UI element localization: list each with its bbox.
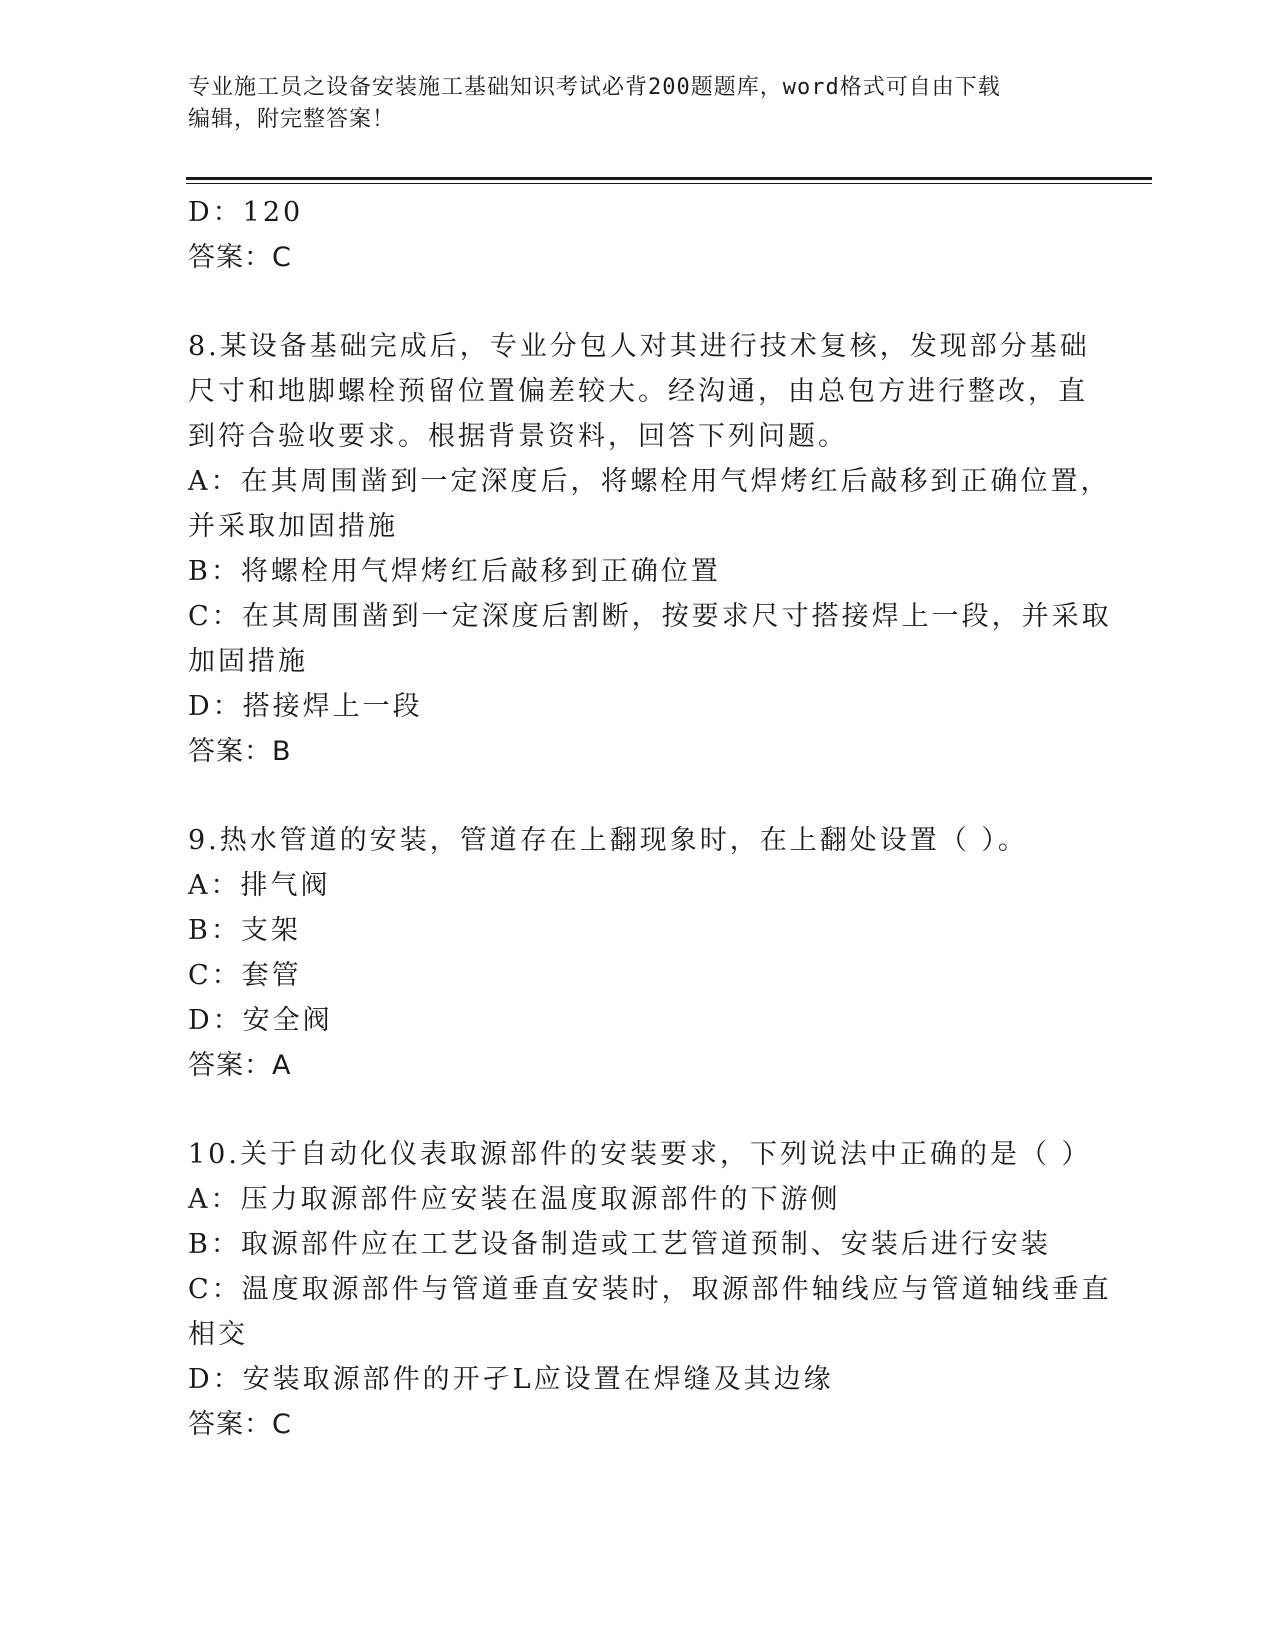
q10-option-b: B：取源部件应在工艺设备制造或工艺管道预制、安装后进行安装 [188, 1229, 1051, 1260]
question-10 [188, 1132, 1112, 1447]
q8-option-b: B：将螺栓用气焊烤红后敲移到正确位置 [188, 556, 721, 587]
q9-option-b: B：支架 [188, 915, 301, 946]
q9-option-d: D：安全阀 [188, 1005, 333, 1036]
q9-option-a: A：排气阀 [188, 870, 331, 901]
question-9 [188, 818, 1088, 1088]
q8-answer: 答案：B [188, 736, 292, 767]
q9-answer: 答案：A [188, 1050, 292, 1081]
q8-stem-line-2: 尺寸和地脚螺栓预留位置偏差较大。经沟通，由总包方进行整改，直 [188, 376, 1088, 407]
header-line-2: 编辑，附完整答案！ [188, 107, 396, 132]
q8-option-a-line-1: A：在其周围凿到一定深度后，将螺栓用气焊烤红后敲移到正确位置， [188, 466, 1111, 497]
q9-stem: 9.热水管道的安装，管道存在上翻现象时，在上翻处设置（ ）。 [188, 825, 1028, 856]
q8-option-d: D：搭接焊上一段 [188, 691, 423, 722]
header-divider [186, 177, 1152, 180]
q8-stem-line-3: 到符合验收要求。根据背景资料，回答下列问题。 [188, 421, 848, 452]
prev-answer: 答案：C [188, 242, 292, 273]
q10-option-a: A：压力取源部件应安装在温度取源部件的下游侧 [188, 1184, 841, 1215]
prev-option-d: D：120 [188, 197, 304, 228]
q8-option-c-line-1: C：在其周围凿到一定深度后割断，按要求尺寸搭接焊上一段，并采取 [188, 601, 1112, 632]
q10-stem: 10.关于自动化仪表取源部件的安装要求，下列说法中正确的是（ ） [188, 1139, 1092, 1170]
q8-stem-line-1: 8.某设备基础完成后，专业分包人对其进行技术复核，发现部分基础 [188, 331, 1090, 362]
document-header [188, 72, 1088, 136]
document-body [188, 190, 1112, 1447]
q10-option-c-line-2: 相交 [188, 1319, 248, 1350]
q8-option-c-line-2: 加固措施 [188, 646, 308, 677]
q9-option-c: C：套管 [188, 960, 302, 991]
q10-option-c-line-1: C：温度取源部件与管道垂直安装时，取源部件轴线应与管道轴线垂直 [188, 1274, 1112, 1305]
q10-option-d: D：安装取源部件的开孑L应设置在焊缝及其边缘 [188, 1364, 834, 1395]
header-divider-thin [186, 183, 1152, 184]
header-line-1: 专业施工员之设备安装施工基础知识考试必背200题题库，word格式可自由下载 [188, 75, 1001, 100]
question-8 [188, 324, 1112, 774]
q8-option-a-line-2: 并采取加固措施 [188, 511, 398, 542]
q10-answer: 答案：C [188, 1409, 292, 1440]
